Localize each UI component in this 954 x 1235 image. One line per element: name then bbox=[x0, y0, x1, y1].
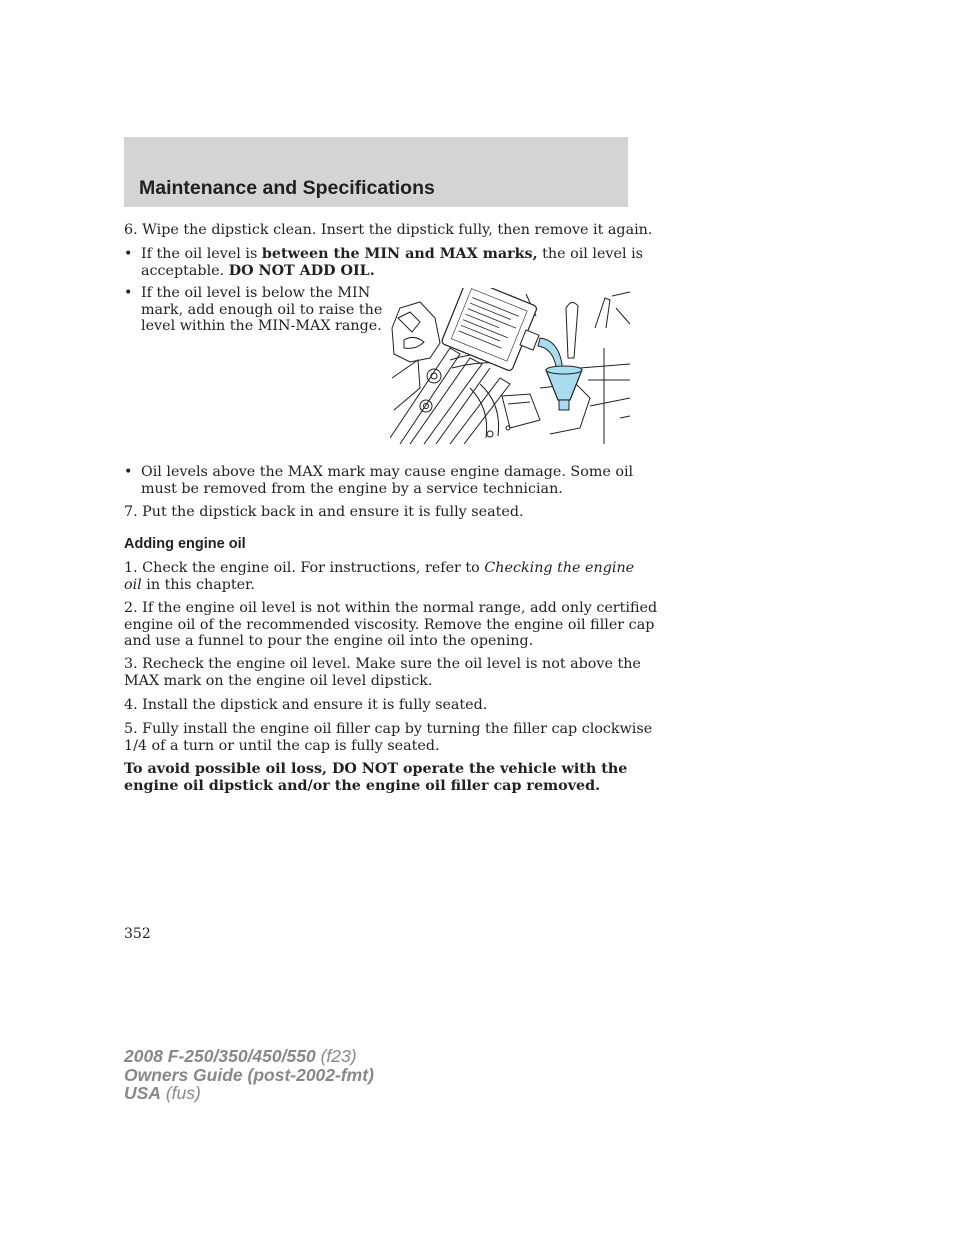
adding-step-4: 4. Install the dipstick and ensure it is fully seated. bbox=[124, 697, 488, 713]
adding-step-1: 1. Check the engine oil. For instructions, refer to Checking the engine oil in this chapter. bbox=[124, 560, 635, 593]
bullet-icon: • bbox=[124, 464, 133, 480]
step-7: 7. Put the dipstick back in and ensure it is fully seated. bbox=[124, 504, 524, 520]
document-footer: 2008 F-250/350/450/550 (f23) Owners Guide (post-2002-fmt) USA (fus) bbox=[124, 1046, 374, 1103]
adding-step-5: 5. Fully install the engine oil filler cap by turning the filler cap clockwise 1/4 of a turn or until the cap is fully seated. bbox=[124, 721, 653, 754]
engine-oil-funnel-illustration bbox=[390, 288, 630, 444]
page-number: 352 bbox=[124, 926, 151, 942]
step-6: 6. Wipe the dipstick clean. Insert the dipstick fully, then remove it again. bbox=[124, 222, 653, 238]
section-title-adding-engine-oil: Adding engine oil bbox=[124, 536, 246, 552]
bullet-icon: • bbox=[124, 246, 133, 262]
adding-step-3: 3. Recheck the engine oil level. Make sure the oil level is not above the MAX mark on the engine oil level dipstick. bbox=[124, 656, 641, 689]
adding-step-2: 2. If the engine oil level is not within the normal range, add only certified engine oil of the recommended viscosity. Remove the engine oil filler cap and use a funnel to pour the engine oil into the opening. bbox=[124, 600, 658, 649]
section-header-band bbox=[124, 137, 628, 207]
section-header-title: Maintenance and Specifications bbox=[139, 177, 435, 199]
bullet-oil-acceptable bbox=[124, 246, 643, 280]
bullet-text: If the oil level is below the MIN mark, add enough oil to raise the level within the MIN-MAX range. bbox=[141, 285, 383, 334]
bullet-text: If the oil level is between the MIN and MAX marks, the oil level is acceptable. DO NOT ADD OIL. bbox=[141, 246, 643, 279]
warning-text: To avoid possible oil loss, DO NOT operate the vehicle with the engine oil dipstick and/or the engine oil filler cap removed. bbox=[124, 761, 628, 794]
bullet-icon: • bbox=[124, 285, 133, 301]
bullet-oil-below-min bbox=[124, 285, 383, 337]
bullet-oil-above-max bbox=[124, 464, 634, 498]
bullet-text: Oil levels above the MAX mark may cause engine damage. Some oil must be removed from the engine by a service technician. bbox=[141, 464, 634, 497]
